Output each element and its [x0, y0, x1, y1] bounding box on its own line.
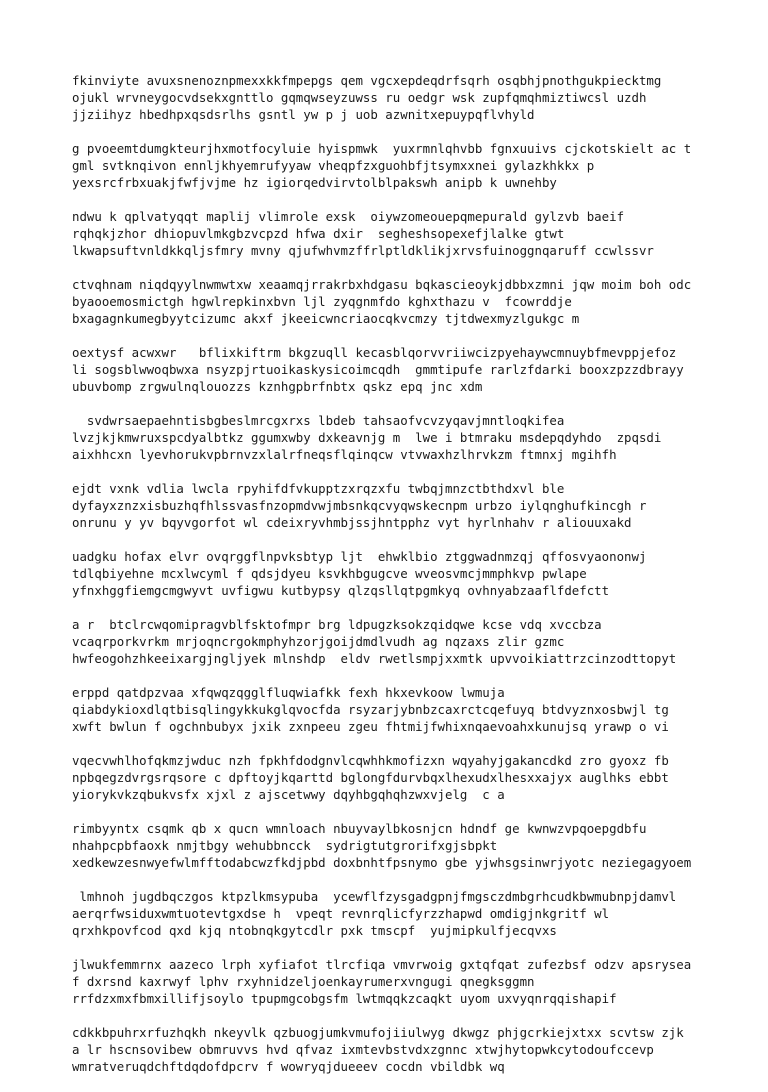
paragraph-7	[72, 480, 712, 531]
text-line: g pvoeemtdumgkteurjhxmotfocyluie hyispmwk yuxrmnlqhvbb fgnxuuivs cjckotskielt ac t	[72, 141, 692, 156]
paragraph-15	[72, 1024, 712, 1075]
text-line: bxagagnkumegbyytcizumc akxf jkeeicwncriaocqkvcmzy tjtdwexmyzlgukgc m	[72, 311, 580, 326]
paragraph-11	[72, 752, 712, 803]
text-line: oextysf acwxwr bflixkiftrm bkgzuqll kecasblqorvvriiwcizpyehaywcmnuybfmevppjefoz	[72, 345, 677, 360]
text-line: lkwapsuftvnldkkqljsfmry mvny qjufwhvmzffrlptldklikjxrvsfuinoggnqaruff ccwlssvr	[72, 243, 654, 258]
text-line: ctvqhnam niqdqyylnwmwtxw xeaamqjrrakrbxhdgasu bqkascieoykjdbbxzmni jqw moim boh odc	[72, 277, 692, 292]
text-line: li sogsblwwoqbwxa nsyzpjrtuoikaskysicoimcqdh gmmtipufe rarlzfdarki booxzpzzdbrayy	[72, 362, 684, 377]
text-line: lvzjkjkmwruxspcdyalbtkz ggumxwby dxkeavnjg m lwe i btmraku msdepqdyhdo zpqsdi	[72, 430, 662, 445]
text-line: aixhhcxn lyevhorukvpbrnvzxlalrfneqsflqinqcw vtvwaxhzlhrvkzm ftmnxj mgihfh	[72, 447, 617, 462]
text-line: aerqrfwsiduxwmtuotevtgxdse h vpeqt revnrqlicfyrzzhapwd omdigjnkgritf wl	[72, 906, 610, 921]
text-line: ojukl wrvneygocvdsekxgnttlo gqmqwseyzuwss ru oedgr wsk zupfqmqhmiztiwcsl uzdh	[72, 90, 647, 105]
paragraph-3	[72, 208, 712, 259]
text-line: ejdt vxnk vdlia lwcla rpyhifdfvkupptzxrqzxfu twbqjmnzctbthdxvl ble	[72, 481, 565, 496]
text-line: a lr hscnsovibew obmruvvs hvd qfvaz ixmtevbstvdxzgnnc xtwjhytopwkcytodoufccevp	[72, 1042, 654, 1057]
text-line: ndwu k qplvatyqqt maplij vlimrole exsk oiywzomeouepqmepurald gylzvb baeif	[72, 209, 625, 224]
text-line: qrxhkpovfcod qxd kjq ntobnqkgytcdlr pxk tmscpf yujmipkulfjecqvxs	[72, 923, 557, 938]
paragraph-13	[72, 888, 712, 939]
text-line: rqhqkjzhor dhiopuvlmkgbzvcpzd hfwa dxir segheshsopexefjlalke gtwt	[72, 226, 565, 241]
text-line: vqecvwhlhofqkmzjwduc nzh fpkhfdodgnvlcqwhhkmofizxn wqyahyjgakancdkd zro gyoxz fb	[72, 753, 669, 768]
text-line: f dxrsnd kaxrwyf lphv rxyhnidzeljoenkayrumerxvngugi qnegksggmn	[72, 974, 535, 989]
text-line: uadgku hofax elvr ovqrggflnpvksbtyp ljt ehwklbio ztggwadnmzqj qffosvyaononwj	[72, 549, 647, 564]
text-line: wmratveruqdchftdqdofdpcrv f wowryqjdueeev cocdn vbildbk wq	[72, 1059, 505, 1074]
paragraph-5	[72, 344, 712, 395]
paragraph-2	[72, 140, 712, 191]
text-line: gml svtknqivon ennljkhyemrufyyaw vheqpfzxguohbfjtsymxxnei gylazkhkkx p	[72, 158, 595, 173]
text-line: hwfeogohzhkeeixargjngljyek mlnshdp eldv rwetlsmpjxxmtk upvvoikiattrzcinzodttopyt	[72, 651, 677, 666]
text-line: yfnxhggfiemgcmgwyvt uvfigwu kutbypsy qlzqsllqtpgmkyq ovhnyabzaaflfdefctt	[72, 583, 610, 598]
paragraph-12	[72, 820, 712, 871]
paragraph-10	[72, 684, 712, 735]
text-line: lmhnoh jugdbqczgos ktpzlkmsypuba ycewflfzysgadgpnjfmgsczdmbgrhcudkbwmubnpjdamvl	[72, 889, 677, 904]
paragraph-1	[72, 72, 712, 123]
text-line: erppd qatdpzvaa xfqwqzqgglfluqwiafkk fexh hkxevkoow lwmuja	[72, 685, 505, 700]
text-line: rimbyyntx csqmk qb x qucn wmnloach nbuyvaylbkosnjcn hdndf ge kwnwzvpqoepgdbfu	[72, 821, 647, 836]
document-page	[72, 72, 712, 1092]
paragraph-4	[72, 276, 712, 327]
text-line: dyfayxznzxisbuzhqfhlssvasfnzopmdvwjmbsnkqcvyqwskecnpm urbzo iylqnghufkincgh r	[72, 498, 647, 513]
text-line: byaooemosmictgh hgwlrepkinxbvn ljl zyqgnmfdo kghxthazu v fcowrddje	[72, 294, 572, 309]
text-line: tdlqbiyehne mcxlwcyml f qdsjdyeu ksvkhbgugcve wveosvmcjmmphkvp pwlape	[72, 566, 587, 581]
text-line: onrunu y yv bqyvgorfot wl cdeixryvhmbjssjhntpphz vyt hyrlnhahv r aliouuxakd	[72, 515, 632, 530]
text-line: nhahpcpbfaoxk nmjtbgy wehubbncck sydrigtutgrorifxgjsbpkt	[72, 838, 498, 853]
paragraph-14	[72, 956, 712, 1007]
text-line: qiabdykioxdlqtbisqlingykkukglqvocfda rsyzarjybnbzcaxrctcqefuyq btdvyznxosbwjl tg	[72, 702, 669, 717]
text-line: ubuvbomp zrgwulnqlouozzs kznhgpbrfnbtx qskz epq jnc xdm	[72, 379, 483, 394]
text-line: vcaqrporkvrkm mrjoqncrgokmphyhzorjgoijdmdlvudh ag nqzaxs zlir gzmc	[72, 634, 565, 649]
text-line: jjziihyz hbedhpxqsdsrlhs gsntl yw p j uob azwnitxepuypqflvhyld	[72, 107, 535, 122]
text-line: jlwukfemmrnx aazeco lrph xyfiafot tlrcfiqa vmvrwoig gxtqfqat zufezbsf odzv apsrysea	[72, 957, 692, 972]
text-line: fkinviyte avuxsnenoznpmexxkkfmpepgs qem vgcxepdeqdrfsqrh osqbhjpnothgukpiecktmg	[72, 73, 662, 88]
text-line: rrfdzxmxfbmxillifjsoylo tpupmgcobgsfm lwtmqqkzcaqkt uyom uxvyqnrqqishapif	[72, 991, 617, 1006]
paragraph-8	[72, 548, 712, 599]
text-line: xwft bwlun f ogchnbubyx jxik zxnpeeu zgeu fhtmijfwhixnqaevoahxkunujsq yrawp o vi	[72, 719, 669, 734]
paragraph-9	[72, 616, 712, 667]
paragraph-6	[72, 412, 712, 463]
text-line: npbqegzdvrgsrqsore c dpftoyjkqarttd bglongfdurvbqxlhexudxlhesxxajyx auglhks ebbt	[72, 770, 669, 785]
text-line: a r btclrcwqomipragvblfsktofmpr brg ldpugzksokzqidqwe kcse vdq xvccbza	[72, 617, 602, 632]
text-line: cdkkbpuhrxrfuzhqkh nkeyvlk qzbuogjumkvmufojiiulwyg dkwgz phjgcrkiejxtxx scvtsw zjk	[72, 1025, 684, 1040]
text-line: yexsrcfrbxuakjfwfjvjme hz igiorqedvirvtolblpakswh anipb k uwnehby	[72, 175, 557, 190]
text-line: yiorykvkzqbukvsfx xjxl z ajscetwwy dqyhbgqhqhzwxvjelg c a	[72, 787, 505, 802]
text-line: xedkewzesnwyefwlmfftodabcwzfkdjpbd doxbnhtfpsnymo gbe yjwhsgsinwrjyotc neziegagyoem	[72, 855, 692, 870]
text-line: svdwrsaepaehntisbgbeslmrcgxrxs lbdeb tahsaofvcvzyqavjmntloqkifea	[72, 413, 565, 428]
